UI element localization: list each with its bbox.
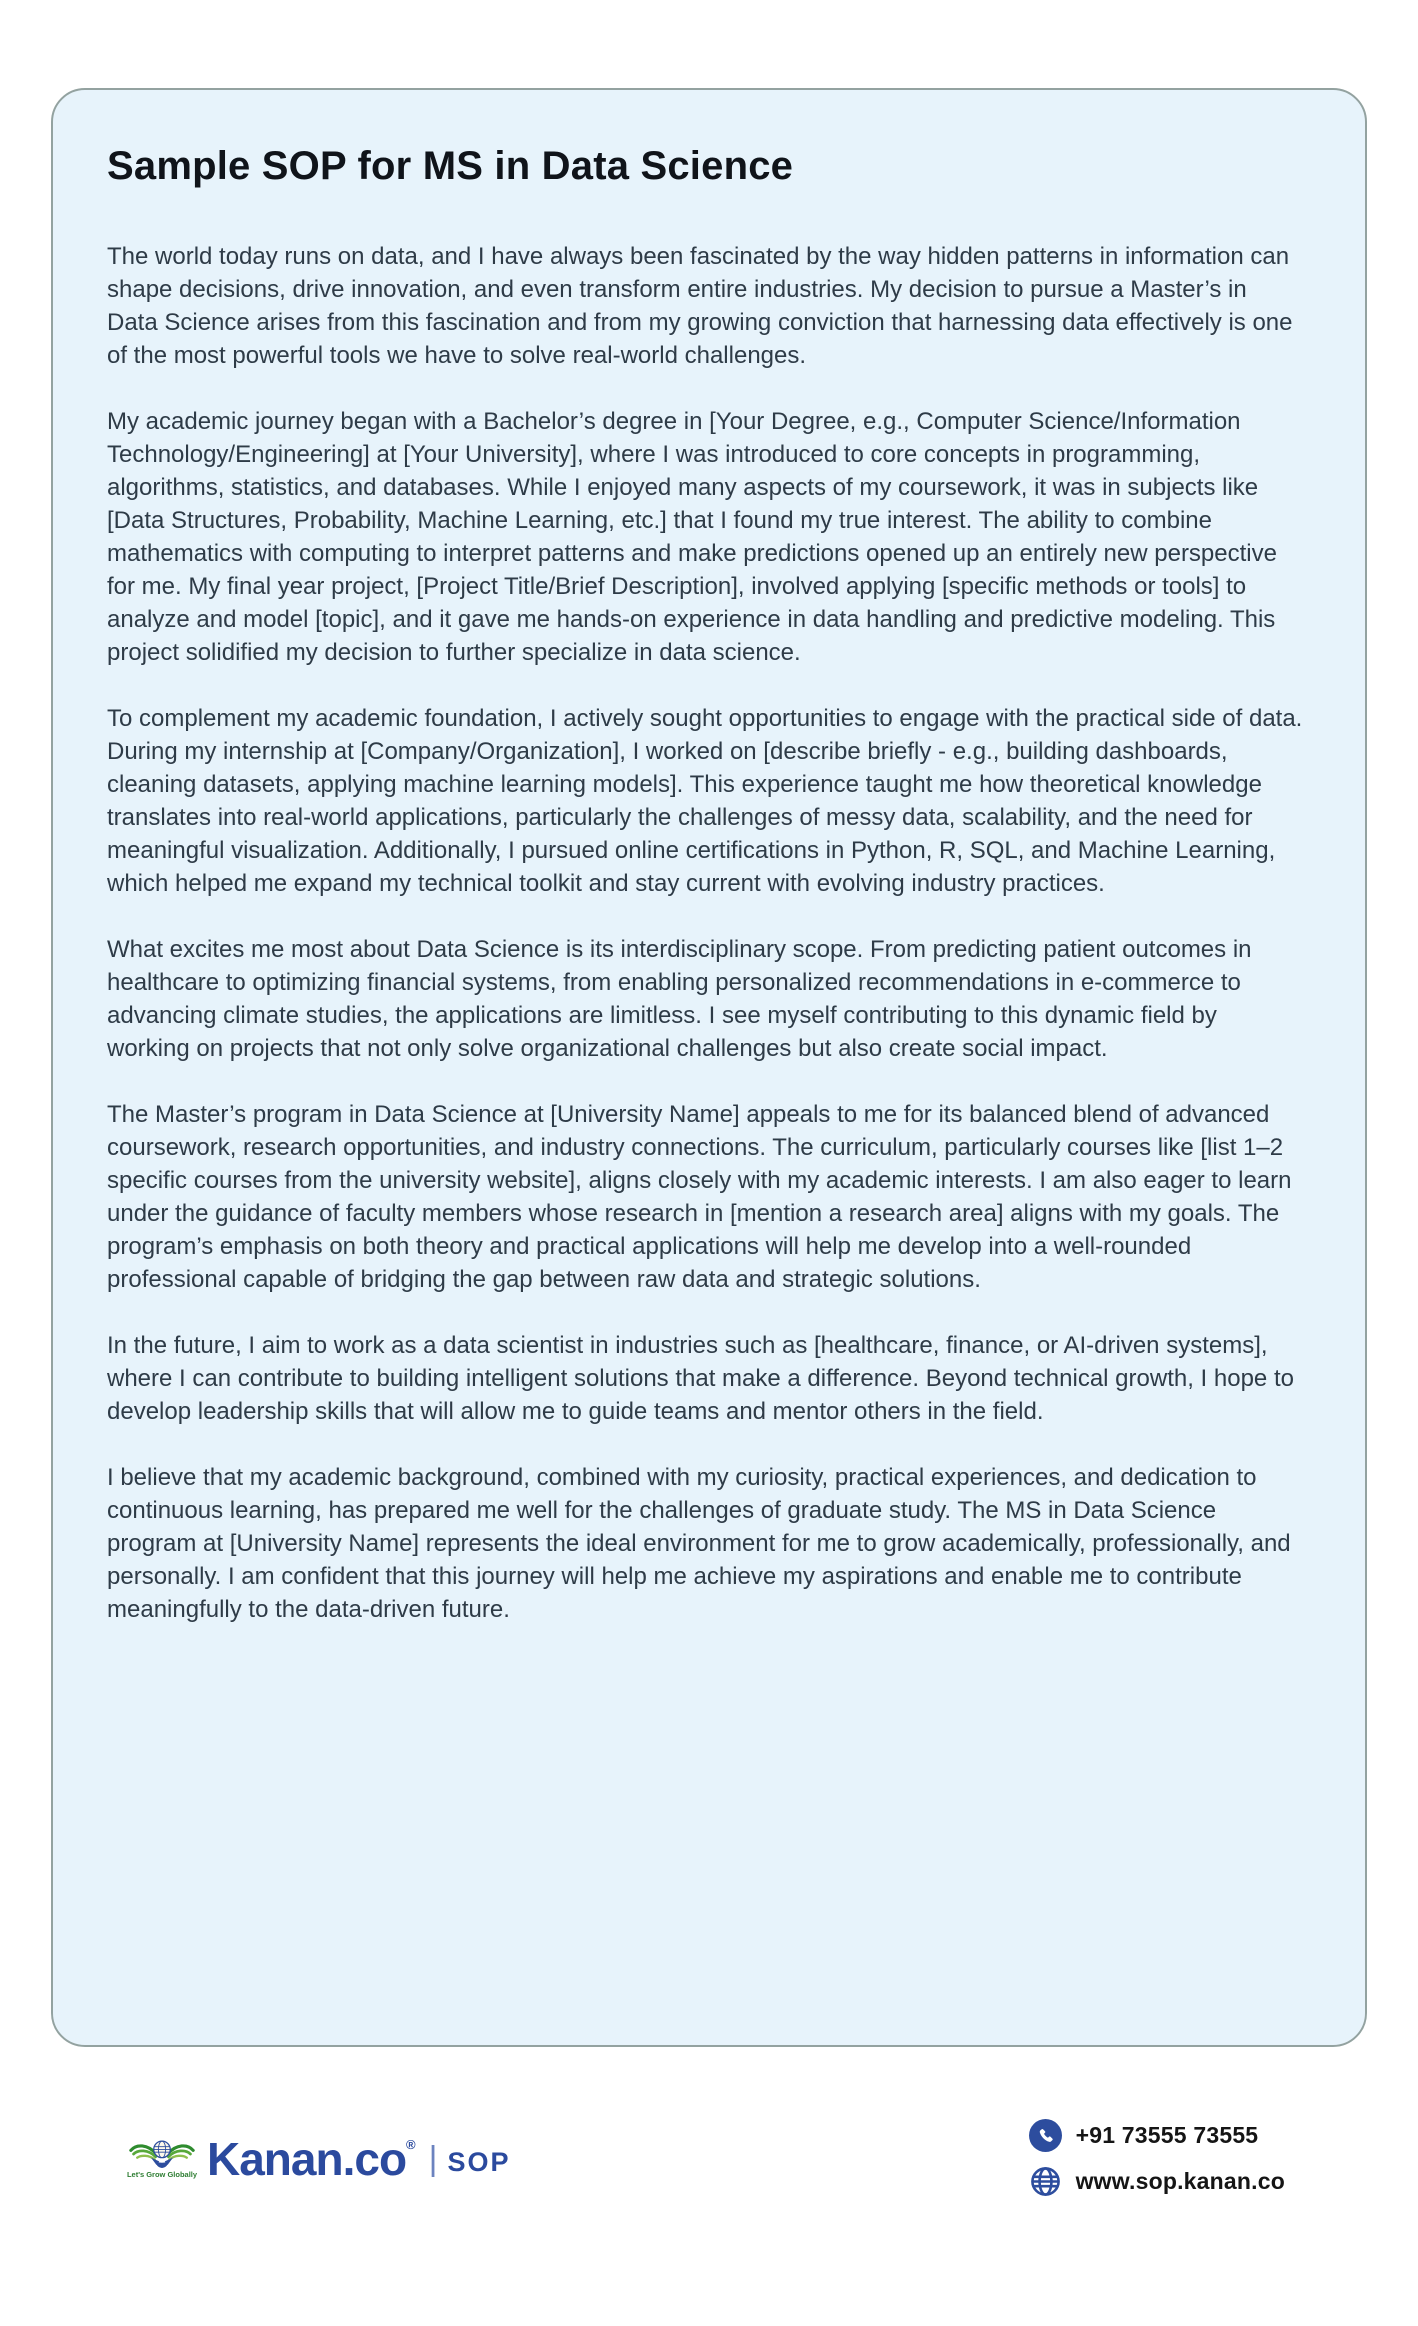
brand-wordmark [207,2132,415,2185]
sop-paragraph-2: My academic journey began with a Bachelor’s degree in [Your Degree, e.g., Computer Science/Information Technology/Engineering] at [Your University], where I was introduced to core concepts in programming, algorithms, statistics, and databases. While I enjoyed many aspects of my coursework, it was in subjects like [Data Structures, Probability, Machine Learning, etc.] that I found my true interest. The ability to combine mathematics with computing to interpret patterns and make predictions opened up an entirely new perspective for me. My final year project, [Project Title/Brief Description], involved applying [specific methods or tools] to analyze and model [topic], and it gave me hands-on experience in data handling and predictive modeling. This project solidified my decision to further specialize in data science. [107,408,1277,666]
sop-paragraph-3: To complement my academic foundation, I actively sought opportunities to engage with the practical side of data. During my internship at [Company/Organization], I worked on [describe briefly - e.g., building dashboards, cleaning datasets, applying machine learning models]. This experience taught me how theoretical knowledge translates into real-world applications, particularly the challenges of messy data, scalability, and the need for meaningful visualization. Additionally, I pursued online certifications in Python, R, SQL, and Machine Learning, which helped me expand my technical toolkit and stay current with evolving industry practices. [107,705,1303,897]
footer [127,2119,1285,2198]
sop-paragraph-4: What excites me most about Data Science is its interdisciplinary scope. From predicting patient outcomes in healthcare to optimizing financial systems, from enabling personalized recommendations in e-commerce to advancing climate studies, the applications are limitless. I see myself contributing to this dynamic field by working on projects that not only solve organizational challenges but also create social impact. [107,936,1252,1062]
page [0,88,1418,2198]
brand-wordmark-text: Kanan.co [207,2132,407,2185]
page-title: Sample SOP for MS in Data Science [107,144,794,188]
brand-product-label: SOP [447,2147,511,2177]
phone-number: +91 73555 73555 [1075,2122,1259,2148]
brand-tagline: Let's Grow Globally [126,2169,198,2179]
sop-document-card [51,88,1367,2047]
winged-globe-logo-icon [127,2139,197,2179]
sop-paragraph-7: I believe that my academic background, combined with my curiosity, practical experiences, and dedication to continuous learning, has prepared me well for the challenges of graduate study. The MS in Data Science program at [University Name] represents the ideal environment for me to grow academically, professionally, and personally. I am confident that this journey will help me achieve my aspirations and enable me to contribute meaningfully to the data-driven future. [107,1464,1291,1623]
registered-mark: ® [406,2136,415,2152]
contact-info [1029,2119,1285,2198]
sop-paragraph-6: In the future, I aim to work as a data scientist in industries such as [healthcare, finance, or AI-driven systems], where I can contribute to building intelligent solutions that make a difference. Beyond technical growth, I hope to develop leadership skills that will allow me to guide teams and mentor others in the field. [107,1332,1294,1425]
website-url: www.sop.kanan.co [1075,2168,1285,2194]
brand-separator: | [428,2139,438,2178]
phone-contact[interactable] [1029,2119,1285,2152]
kanan-logo[interactable] [126,2132,511,2185]
website-contact[interactable] [1029,2165,1285,2198]
sop-paragraph-1: The world today runs on data, and I have always been fascinated by the way hidden patterns in information can shape decisions, drive innovation, and even transform entire industries. My decision to pursue a Master’s in Data Science arises from this fascination and from my growing conviction that harnessing data effectively is one of the most powerful tools we have to solve real-world challenges. [107,243,1293,369]
globe-icon [1029,2165,1062,2198]
phone-icon [1029,2119,1062,2152]
sop-paragraph-5: The Master’s program in Data Science at [University Name] appeals to me for its balanced blend of advanced coursework, research opportunities, and industry connections. The curriculum, particularly courses like [list 1–2 specific courses from the university website], aligns closely with my academic interests. I am also eager to learn under the guidance of faculty members whose research in [mention a research area] aligns with my goals. The program’s emphasis on both theory and practical applications will help me develop into a well-rounded professional capable of bridging the gap between raw data and strategic solutions. [107,1101,1292,1293]
